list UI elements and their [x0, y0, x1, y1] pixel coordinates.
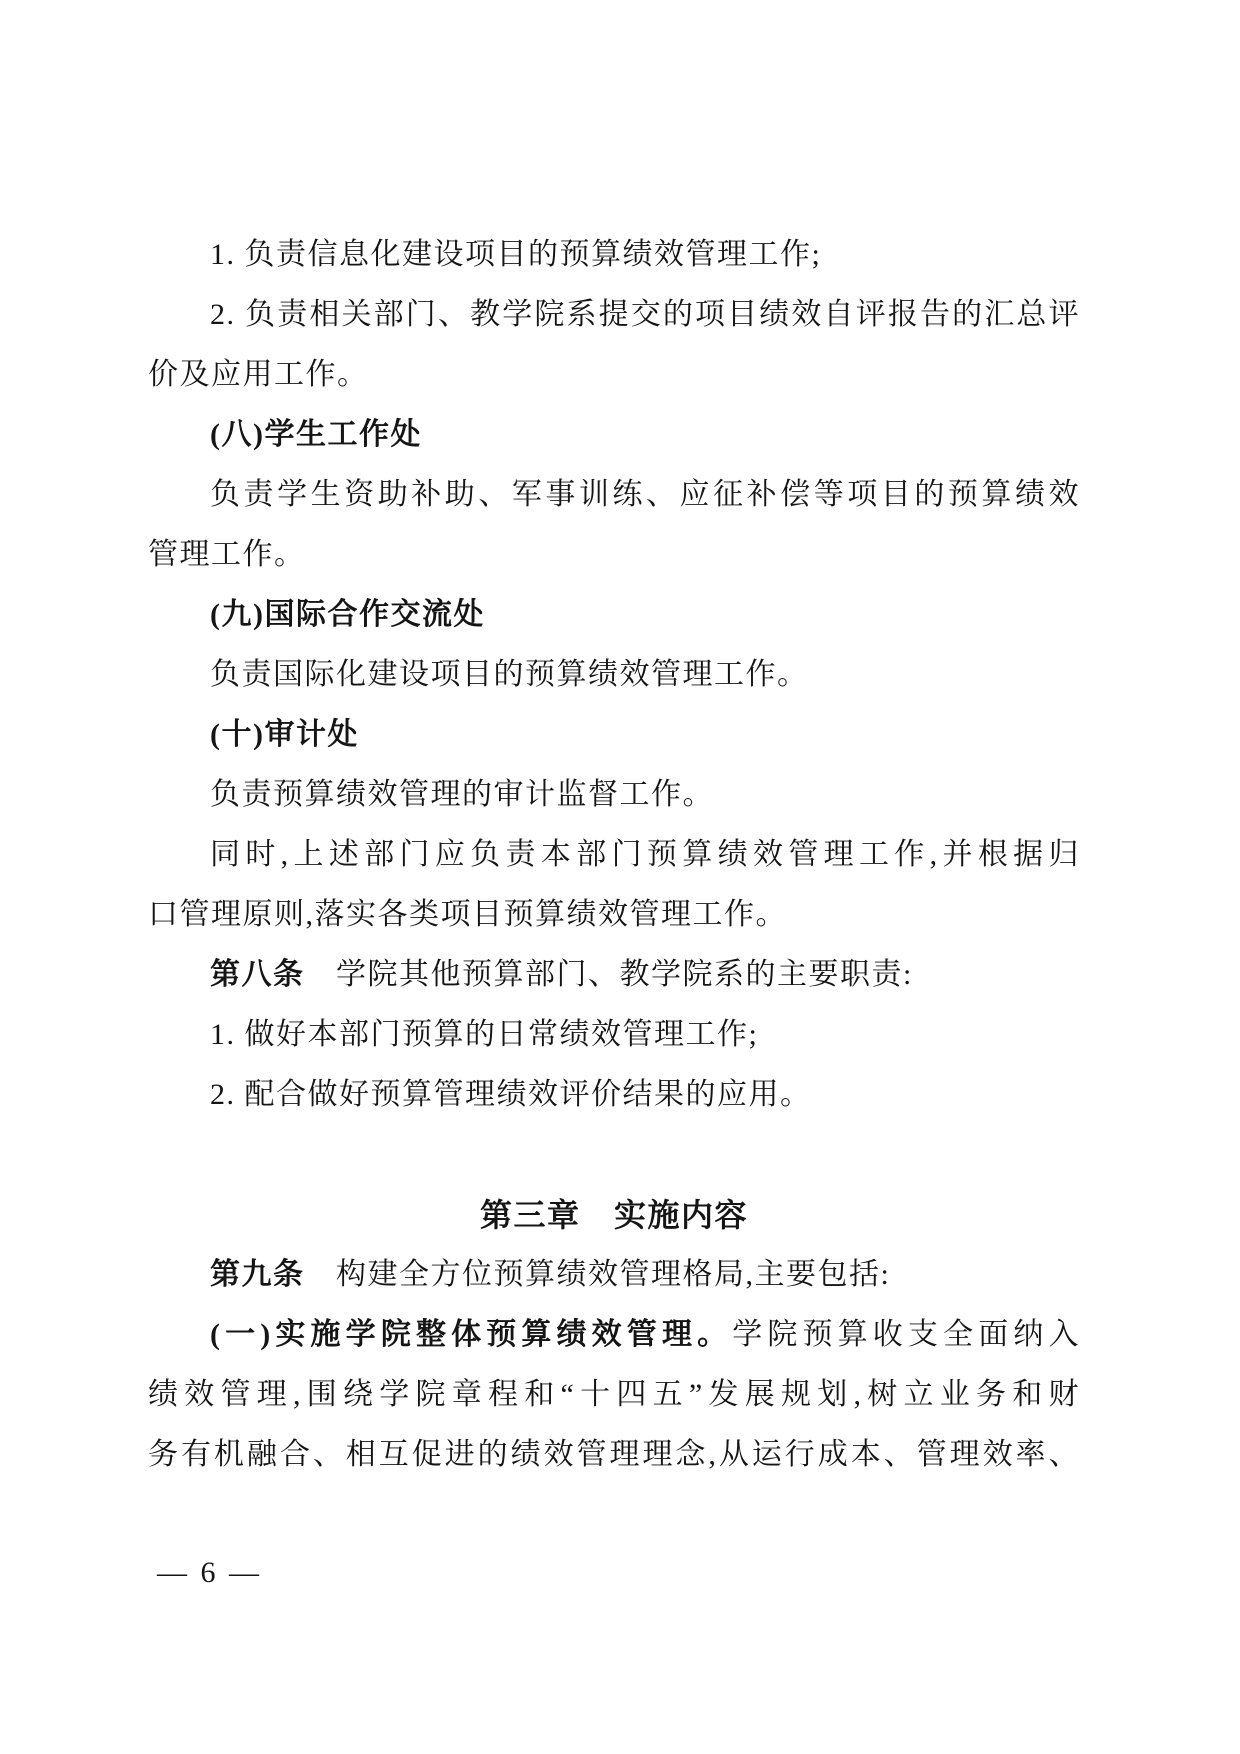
bold-text-run: 第三章 实施内容 [479, 1197, 748, 1233]
text-line [148, 345, 1080, 405]
text-run: 务有机融合、相互促进的绩效管理理念,从运行成本、管理效率、 [148, 1438, 1080, 1471]
text-line [148, 705, 1080, 765]
text-run: 2. 负责相关部门、教学院系提交的项目绩效自评报告的汇总评 [210, 298, 1080, 331]
page-number: — 6 — [157, 1556, 262, 1589]
bold-text-run: (八)学生工作处 [210, 418, 422, 451]
bold-text-run: 第九条 [210, 1258, 305, 1291]
text-run: 绩效管理,围绕学院章程和“十四五”发展规划,树立业务和财 [148, 1378, 1080, 1411]
text-line [148, 1305, 1080, 1365]
bold-text-run: (九)国际合作交流处 [210, 598, 485, 631]
text-line [148, 1245, 1080, 1305]
document-body [148, 225, 1080, 1485]
text-run: 构建全方位预算绩效管理格局,主要包括: [304, 1258, 891, 1291]
blank-line [148, 1125, 1080, 1185]
chapter-heading [148, 1185, 1080, 1245]
text-line [148, 825, 1080, 885]
text-run: 口管理原则,落实各类项目预算绩效管理工作。 [148, 898, 787, 931]
text-line [148, 765, 1080, 825]
text-run: 1. 做好本部门预算的日常绩效管理工作; [210, 1018, 759, 1051]
text-run: 负责预算绩效管理的审计监督工作。 [210, 778, 714, 811]
text-run: 学院其他预算部门、教学院系的主要职责: [304, 958, 913, 991]
text-run: 2. 配合做好预算管理绩效评价结果的应用。 [210, 1078, 812, 1111]
bold-text-run: (十)审计处 [210, 718, 359, 751]
text-line [148, 1365, 1080, 1425]
text-line [148, 945, 1080, 1005]
bold-text-run: 第八条 [210, 958, 305, 991]
text-line [148, 1005, 1080, 1065]
text-run: 1. 负责信息化建设项目的预算绩效管理工作; [210, 238, 822, 271]
text-line [148, 585, 1080, 645]
text-line [148, 285, 1080, 345]
text-run: 价及应用工作。 [148, 358, 369, 391]
text-run: 管理工作。 [148, 538, 306, 571]
text-line [148, 465, 1080, 525]
text-line [148, 1425, 1080, 1485]
text-line [148, 885, 1080, 945]
text-line [148, 405, 1080, 465]
text-line [148, 1065, 1080, 1125]
text-run: 负责国际化建设项目的预算绩效管理工作。 [210, 658, 809, 691]
text-line [148, 645, 1080, 705]
bold-text-run: (一)实施学院整体预算绩效管理。 [210, 1318, 733, 1351]
text-run: 同时,上述部门应负责本部门预算绩效管理工作,并根据归 [210, 838, 1080, 871]
text-run: 学院预算收支全面纳入 [732, 1318, 1080, 1351]
text-run: 负责学生资助补助、军事训练、应征补偿等项目的预算绩效 [210, 478, 1080, 511]
text-line [148, 225, 1080, 285]
text-line [148, 525, 1080, 585]
